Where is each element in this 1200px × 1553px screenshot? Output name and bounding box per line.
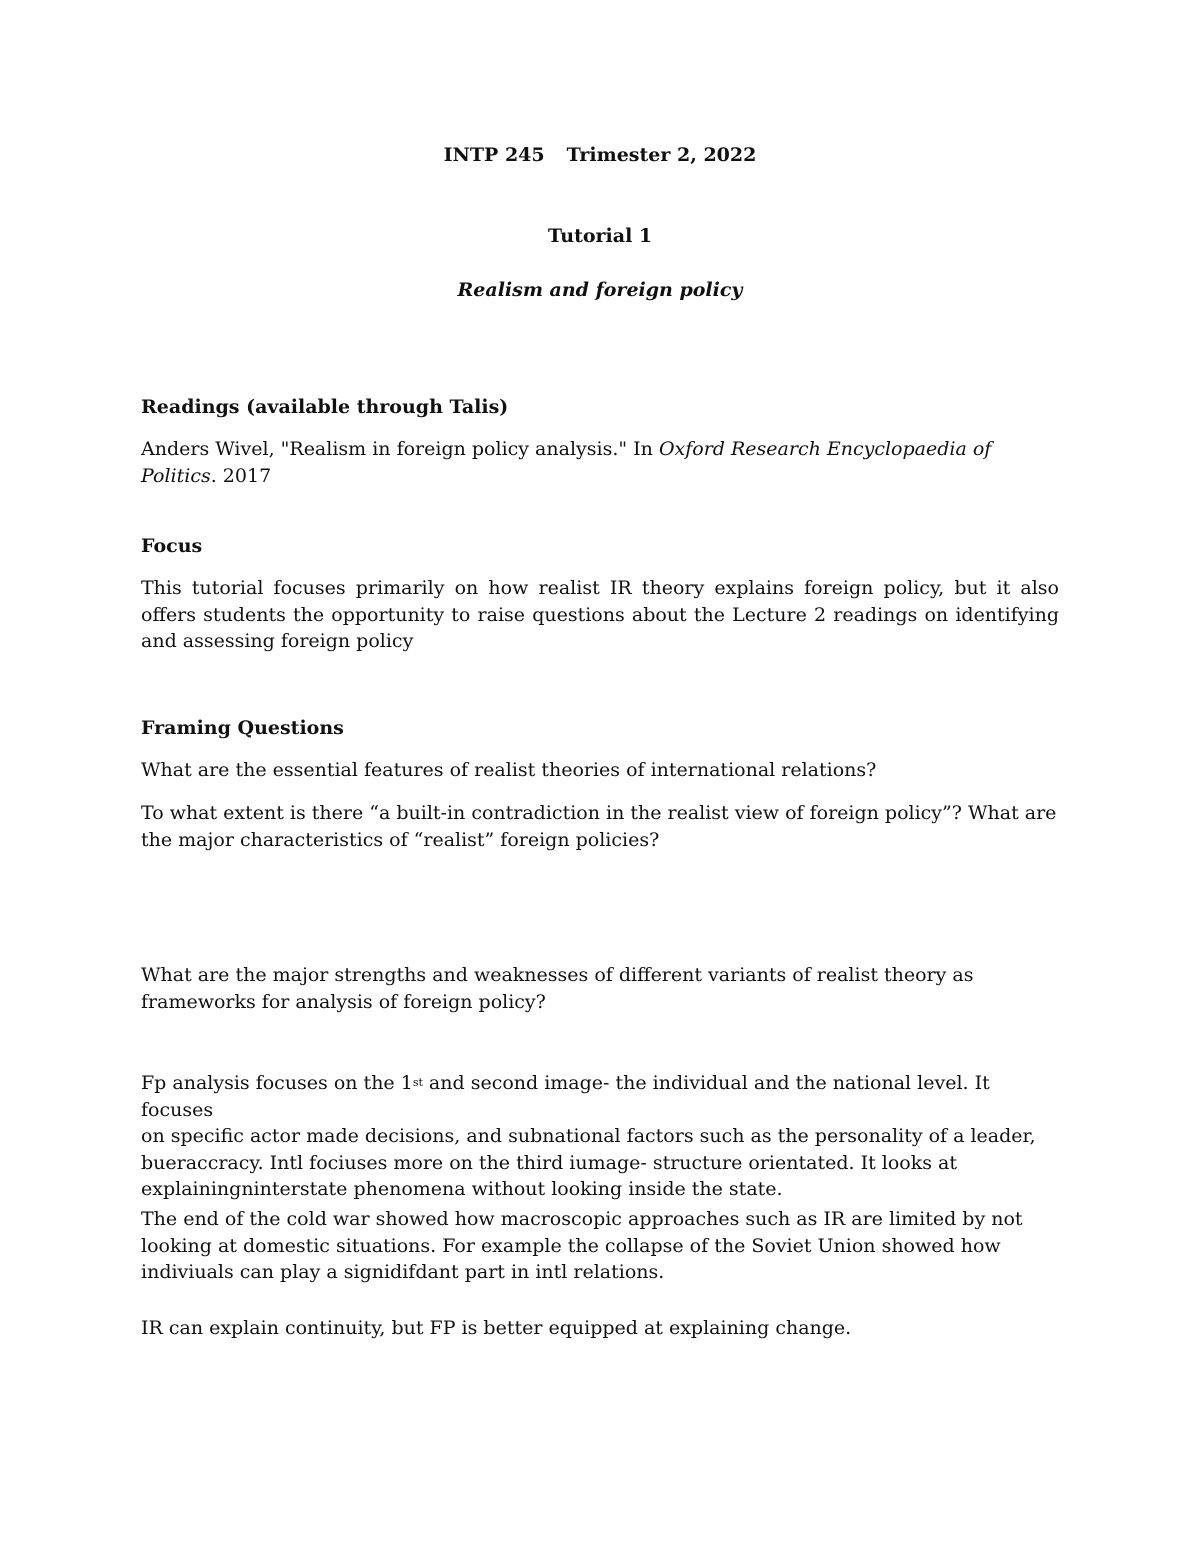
n1-line-4: explainingninterstate phenomena without looking inside the state. [141,1178,783,1200]
tutorial-subtitle: Realism and foreign policy [457,279,743,301]
n1-start: Fp analysis focuses on the 1 [141,1072,413,1094]
citation-source: Oxford Research Encyclopaedia of Politics [141,438,992,487]
q3-line-2: frameworks for analysis of foreign policy? [141,990,546,1013]
citation-suffix: . 2017 [210,464,272,487]
reading-citation [141,436,1011,489]
ordinal-suffix: st [412,1076,423,1089]
course-term: Trimester 2, 2022 [566,144,757,166]
n2-line-3: indiviuals can play a signidifdant part in intl relations. [141,1261,665,1283]
course-code: INTP 245 [443,144,545,166]
q3-line-1: What are the major strengths and weaknesses of different variants of realist theory as [141,964,974,986]
citation-prefix: Anders Wivel, "Realism in foreign policy analysis." In [141,438,659,460]
framing-question-2 [141,800,1059,853]
n2-line-1: The end of the cold war showed how macroscopic approaches such as IR are limited by not [141,1208,1023,1230]
framing-question-1: What are the essential features of realist theories of international relations? [141,759,877,781]
n1-line-3: bueraccracy. Intl fociuses more on the third iumage- structure orientated. It looks at [141,1151,957,1174]
note-paragraph-3: IR can explain continuity, but FP is better equipped at explaining change. [141,1317,852,1339]
focus-heading: Focus [141,535,203,557]
framing-question-3 [141,962,1059,1015]
focus-paragraph: This tutorial focuses primarily on how realist IR theory explains foreign policy, but it also offers students the opportunity to raise questions about the Lecture 2 readings on identifying and assessing foreign policy [141,577,1059,652]
n1-line-2: on specific actor made decisions, and subnational factors such as the personality of a leader, [141,1125,1036,1147]
note-paragraph-1 [141,1070,1059,1203]
n1-line-1-rest: and second image- the individual and the national level. It focuses [141,1072,990,1121]
tutorial-title: Tutorial 1 [547,225,653,247]
q2-line-1: To what extent is there “a built-in contradiction in the realist view of foreign policy”? What are [141,802,1057,824]
q2-line-2: the major characteristics of “realist” foreign policies? [141,828,660,851]
readings-heading: Readings (available through Talis) [141,396,509,418]
framing-heading: Framing Questions [141,717,344,739]
course-header [0,144,1200,166]
note-paragraph-2 [141,1206,1059,1286]
n2-line-2: looking at domestic situations. For example the collapse of the Soviet Union showed how [141,1234,1001,1257]
